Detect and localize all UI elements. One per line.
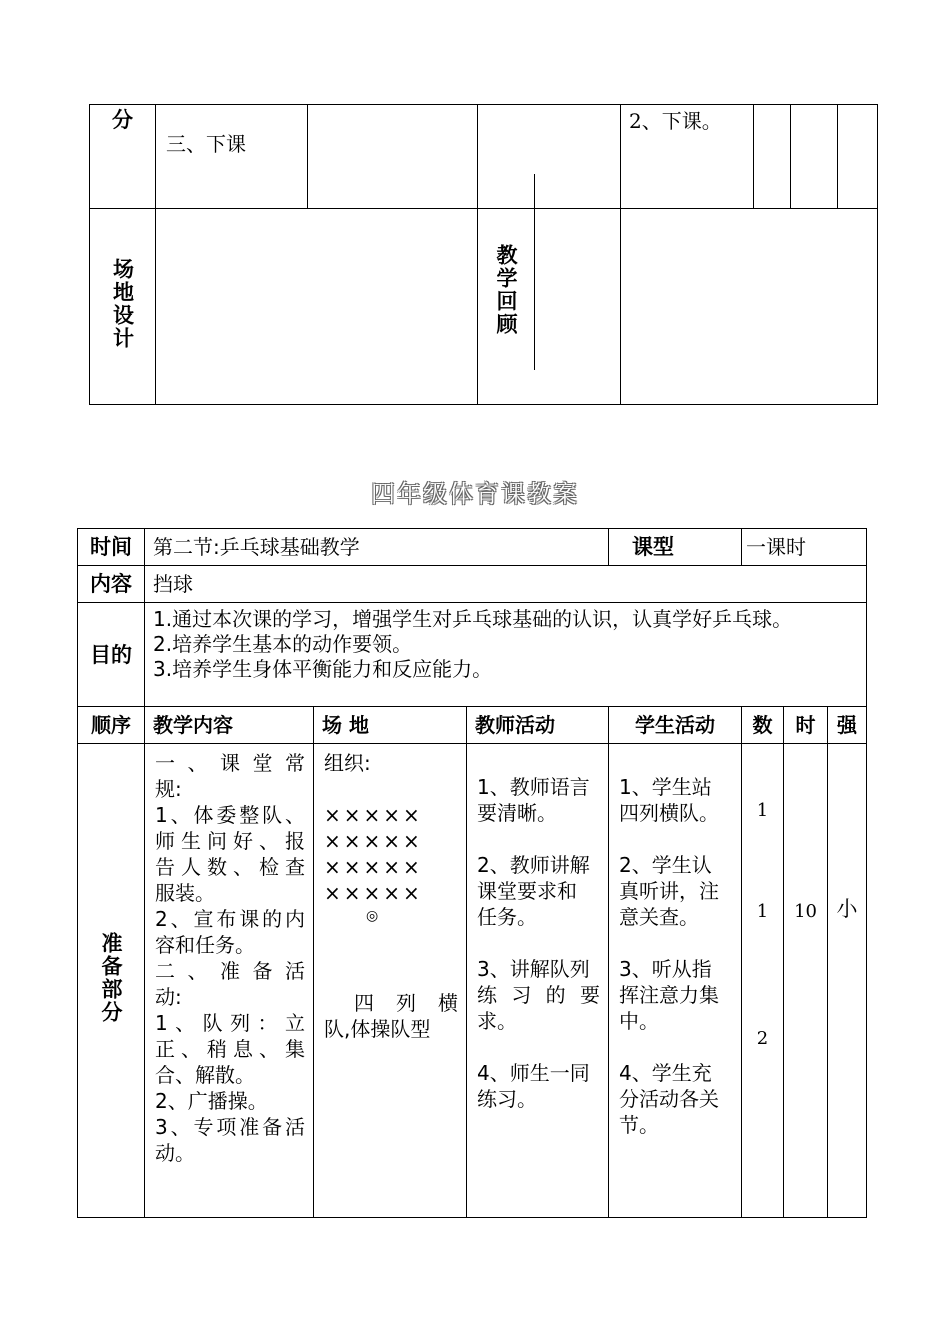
- content-value: 挡球: [145, 566, 867, 603]
- site-design-label: 场地设计: [110, 257, 135, 350]
- prep-time-cell: [784, 744, 828, 1218]
- teacher-line: 练 习 的 要: [477, 983, 601, 1007]
- goal-label: 目的: [78, 603, 145, 707]
- prep-student-cell: [609, 744, 742, 1218]
- content-cell: [156, 105, 308, 209]
- header-order: 顺序: [78, 707, 145, 744]
- prep-count-cell: [742, 744, 784, 1218]
- time-label: 时间: [78, 529, 145, 566]
- intensity-value: 小: [836, 897, 858, 921]
- content-line: 2、广播操。: [155, 1089, 268, 1113]
- header-count: 数: [742, 707, 784, 744]
- content-line: 合、解散。: [155, 1063, 255, 1087]
- teacher-activity-3: [477, 956, 600, 1034]
- count-value: 2: [756, 1028, 769, 1049]
- student-line: 中。: [619, 1009, 660, 1033]
- formation-row: ×××××: [324, 803, 423, 827]
- prep-teacher-cell: [467, 744, 609, 1218]
- content-line: 1、队列：立: [155, 1011, 305, 1035]
- type-label-cell: [609, 529, 742, 566]
- teacher-line: 任务。: [477, 905, 537, 929]
- content-line: 动:: [155, 985, 182, 1009]
- header-student-activity: 学生活动: [609, 707, 742, 744]
- content-line: 动。: [155, 1141, 195, 1165]
- teaching-review-area: [621, 209, 878, 405]
- content-line: 二、准备活: [155, 959, 305, 983]
- content-line: 3、专项准备活: [155, 1115, 305, 1139]
- content-line: 师生问好、报: [155, 829, 305, 853]
- time-cell: [791, 105, 838, 209]
- teaching-review-label: 教学回顾: [494, 243, 518, 336]
- formation-description: 四 列 横: [354, 991, 458, 1015]
- student-line: 四列横队。: [619, 801, 720, 825]
- goal-list: [145, 603, 867, 707]
- count-value: 1: [756, 901, 769, 922]
- teacher-line: 2、教师讲解: [477, 853, 590, 877]
- teacher-line: 3、讲解队列: [477, 957, 590, 981]
- content-line: 2、宣布课的内: [155, 907, 305, 931]
- content-line: 容和任务。: [155, 933, 255, 957]
- student-line: 2、学生认: [619, 853, 712, 877]
- teacher-line: 要清晰。: [477, 801, 557, 825]
- site-organization: 组织:: [324, 751, 371, 775]
- content-label: 内容: [78, 566, 145, 603]
- prep-section-label-cell: [78, 744, 145, 1218]
- student-line: 分活动各关: [619, 1087, 720, 1111]
- prep-content-cell: [145, 744, 314, 1218]
- goal-item-3: 3.培养学生身体平衡能力和反应能力。: [153, 657, 493, 681]
- time-value: 10: [794, 901, 817, 922]
- goal-item-1: 1.通过本次课的学习，增强学生对乒乓球基础的认识，认真学好乒乓球。: [153, 607, 793, 631]
- section-label-cell: [90, 105, 156, 209]
- teacher-line: 1、教师语言: [477, 775, 590, 799]
- student-activity-1: [619, 774, 735, 826]
- teacher-line: 练习。: [477, 1087, 537, 1111]
- content-line: 服装。: [155, 881, 215, 905]
- header-content: 教学内容: [145, 707, 314, 744]
- time-value: 第二节:乒乓球基础教学: [145, 529, 609, 566]
- content-line: 一、课堂常: [155, 751, 305, 775]
- teacher-line: 求。: [477, 1009, 517, 1033]
- student-activity-3: [619, 956, 735, 1034]
- student-cell: [621, 105, 754, 209]
- lesson-plan-table: [77, 528, 867, 1218]
- content-line: 1、体委整队、: [155, 803, 305, 827]
- student-line: 3、听从指: [619, 957, 712, 981]
- student-activity-4: [619, 1060, 735, 1138]
- teacher-activity-2: [477, 852, 600, 930]
- content-line: 告人数、检查: [155, 855, 305, 879]
- site-design-label-cell: [90, 209, 156, 405]
- student-line: 真听讲，注: [619, 879, 720, 903]
- student-line: 挥注意力集: [619, 983, 720, 1007]
- type-value: 一课时: [742, 529, 867, 566]
- student-line: 意关查。: [619, 905, 700, 929]
- student-line: 4、学生充: [619, 1061, 712, 1085]
- formation-row: ×××××: [324, 855, 423, 879]
- count-cell: [754, 105, 791, 209]
- intensity-cell: [838, 105, 878, 209]
- page-title: 四年级体育课教案: [371, 480, 579, 508]
- formation-row: ×××××: [324, 881, 423, 905]
- teacher-line: 4、师生一同: [477, 1061, 590, 1085]
- student-line: 1、学生站: [619, 775, 712, 799]
- site-design-area: [156, 209, 478, 405]
- previous-lesson-table: [89, 104, 878, 405]
- teacher-activity-1: [477, 774, 600, 826]
- student-line: 节。: [619, 1113, 660, 1137]
- header-teacher-activity: 教师活动: [467, 707, 609, 744]
- prep-site-cell: [314, 744, 467, 1218]
- content-text: 三、下课: [166, 132, 246, 156]
- student-activity-2: [619, 852, 735, 930]
- prep-section-label: 准备部分: [99, 931, 123, 1024]
- header-intensity: 强: [828, 707, 867, 744]
- section-label: 分: [112, 108, 133, 132]
- header-site: 场 地: [314, 707, 467, 744]
- content-line: 正、稍息、集: [155, 1037, 305, 1061]
- review-label-cell: [478, 209, 621, 405]
- header-time: 时: [784, 707, 828, 744]
- site-cell: [308, 105, 478, 209]
- goal-item-2: 2.培养学生基本的动作要领。: [153, 632, 413, 656]
- teacher-activity-4: [477, 1060, 600, 1112]
- count-value: 1: [756, 800, 769, 821]
- student-activity-text: 2、下课。: [629, 109, 722, 133]
- content-line: 规:: [155, 777, 182, 801]
- type-label: 课型: [632, 535, 675, 559]
- teacher-line: 课堂要求和: [477, 879, 577, 903]
- prep-intensity-cell: [828, 744, 867, 1218]
- formation-row: ×××××: [324, 829, 423, 853]
- formation-description-2: 队,体操队型: [324, 1017, 431, 1041]
- teacher-position-icon: ◎: [366, 908, 379, 924]
